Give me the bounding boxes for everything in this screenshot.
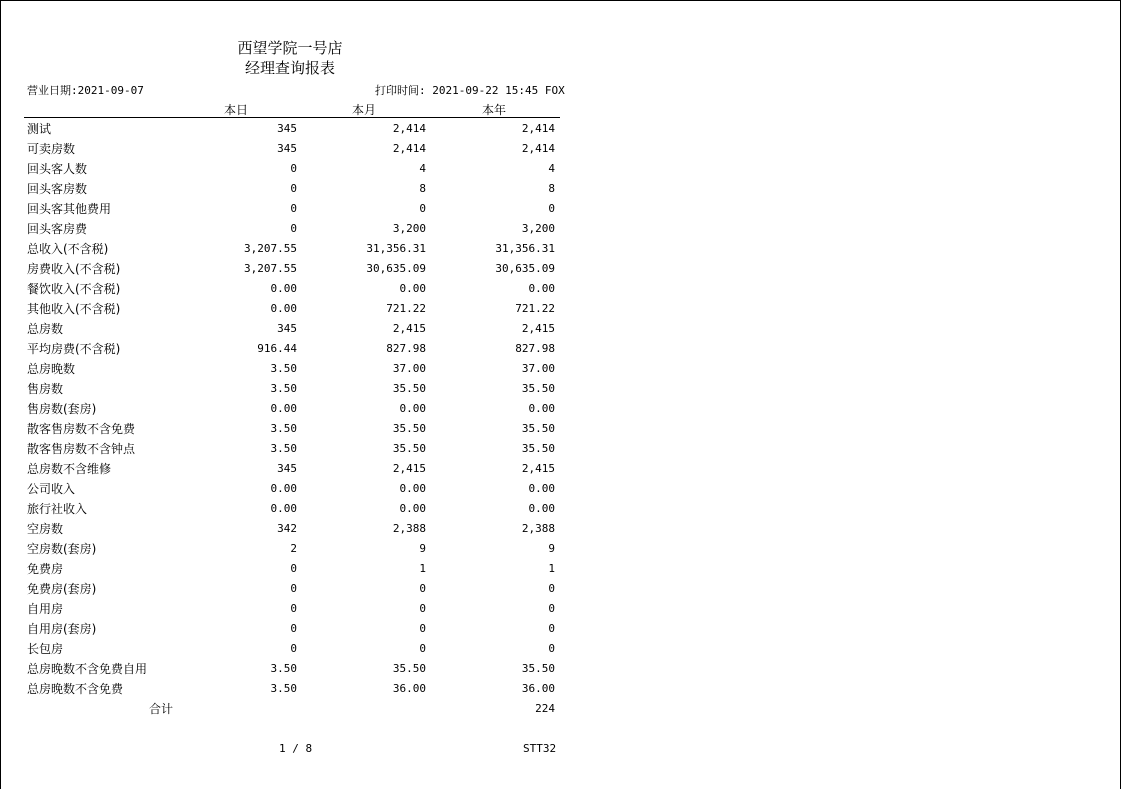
row-month-value: 31,356.31 xyxy=(366,242,426,255)
row-year-value: 35.50 xyxy=(521,662,555,675)
row-month-value: 37.00 xyxy=(392,362,426,375)
table-row xyxy=(24,159,560,179)
table-row xyxy=(24,319,560,339)
row-day-value: 3,207.55 xyxy=(244,262,297,275)
row-year-value: 30,635.09 xyxy=(495,262,555,275)
row-day-value: 345 xyxy=(277,142,297,155)
row-label: 测试 xyxy=(27,122,52,136)
table-row xyxy=(24,379,560,399)
row-day-value: 0 xyxy=(290,602,297,615)
report-table xyxy=(24,119,560,699)
row-year-value: 2,415 xyxy=(521,462,555,475)
row-label: 房费收入(不含税) xyxy=(27,262,121,276)
row-month-value: 8 xyxy=(419,182,426,195)
row-year-value: 0 xyxy=(548,602,555,615)
table-row xyxy=(24,599,560,619)
row-label: 回头客房数 xyxy=(27,182,88,196)
row-month-value: 0.00 xyxy=(399,502,426,515)
column-header-year: 本年 xyxy=(482,103,507,117)
row-day-value: 0.00 xyxy=(270,302,297,315)
table-row xyxy=(24,259,560,279)
row-label: 总房晚数 xyxy=(27,362,76,376)
table-row xyxy=(24,619,560,639)
row-year-value: 2,414 xyxy=(521,142,555,155)
row-month-value: 0.00 xyxy=(399,282,426,295)
print-time: 打印时间: 2021-09-22 15:45 FOX xyxy=(375,84,565,97)
row-label: 散客售房数不含免费 xyxy=(27,422,136,436)
row-label: 售房数(套房) xyxy=(27,402,97,416)
row-day-value: 3,207.55 xyxy=(244,242,297,255)
row-month-value: 30,635.09 xyxy=(366,262,426,275)
row-day-value: 0.00 xyxy=(270,482,297,495)
row-label: 总房晚数不含免费自用 xyxy=(27,662,148,676)
table-row xyxy=(24,419,560,439)
row-day-value: 345 xyxy=(277,462,297,475)
row-year-value: 8 xyxy=(548,182,555,195)
column-header-day: 本日 xyxy=(224,103,249,117)
row-label: 总房晚数不含免费 xyxy=(27,682,124,696)
row-day-value: 342 xyxy=(277,522,297,535)
row-label: 空房数(套房) xyxy=(27,542,97,556)
row-label: 回头客人数 xyxy=(27,162,88,176)
total-row xyxy=(24,699,560,719)
row-label: 长包房 xyxy=(27,642,64,656)
table-row xyxy=(24,279,560,299)
row-year-value: 3,200 xyxy=(521,222,555,235)
row-label: 总收入(不含税) xyxy=(27,242,109,256)
row-month-value: 1 xyxy=(419,562,426,575)
row-day-value: 916.44 xyxy=(257,342,297,355)
row-label: 其他收入(不含税) xyxy=(27,302,121,316)
table-row xyxy=(24,459,560,479)
row-month-value: 0 xyxy=(419,582,426,595)
row-year-value: 35.50 xyxy=(521,382,555,395)
row-year-value: 36.00 xyxy=(521,682,555,695)
table-row xyxy=(24,499,560,519)
row-month-value: 2,388 xyxy=(392,522,426,535)
row-label: 散客售房数不含钟点 xyxy=(27,442,136,456)
row-day-value: 0 xyxy=(290,562,297,575)
row-year-value: 0 xyxy=(548,582,555,595)
row-year-value: 2,415 xyxy=(521,322,555,335)
row-day-value: 0.00 xyxy=(270,402,297,415)
row-day-value: 0 xyxy=(290,622,297,635)
table-row xyxy=(24,479,560,499)
row-day-value: 0 xyxy=(290,202,297,215)
page-number: 1 / 8 xyxy=(279,742,313,755)
row-year-value: 4 xyxy=(548,162,555,175)
row-month-value: 36.00 xyxy=(392,682,426,695)
total-label: 合计 xyxy=(149,702,174,716)
row-label: 免费房(套房) xyxy=(27,582,97,596)
row-day-value: 345 xyxy=(277,322,297,335)
row-label: 自用房(套房) xyxy=(27,622,97,636)
row-month-value: 35.50 xyxy=(392,382,426,395)
table-row xyxy=(24,299,560,319)
row-year-value: 35.50 xyxy=(521,422,555,435)
row-label: 平均房费(不含税) xyxy=(27,342,121,356)
row-year-value: 2,388 xyxy=(521,522,555,535)
table-row xyxy=(24,199,560,219)
row-year-value: 0.00 xyxy=(528,282,555,295)
row-year-value: 2,414 xyxy=(521,122,555,135)
row-day-value: 3.50 xyxy=(270,442,297,455)
row-label: 自用房 xyxy=(27,602,64,616)
row-year-value: 0.00 xyxy=(528,502,555,515)
row-day-value: 3.50 xyxy=(270,362,297,375)
row-day-value: 0.00 xyxy=(270,282,297,295)
table-row xyxy=(24,339,560,359)
row-year-value: 827.98 xyxy=(515,342,555,355)
table-row xyxy=(24,139,560,159)
row-label: 空房数 xyxy=(27,522,64,536)
table-row xyxy=(24,639,560,659)
row-year-value: 0.00 xyxy=(528,482,555,495)
table-row xyxy=(24,239,560,259)
row-label: 可卖房数 xyxy=(27,142,76,156)
row-label: 总房数 xyxy=(27,322,64,336)
row-day-value: 0 xyxy=(290,582,297,595)
table-row xyxy=(24,659,560,679)
hotel-name: 西望学院一号店 xyxy=(237,39,343,57)
row-day-value: 3.50 xyxy=(270,382,297,395)
table-row xyxy=(24,679,560,699)
row-month-value: 0 xyxy=(419,602,426,615)
table-row xyxy=(24,559,560,579)
row-year-value: 31,356.31 xyxy=(495,242,555,255)
row-month-value: 0.00 xyxy=(399,402,426,415)
row-month-value: 35.50 xyxy=(392,422,426,435)
table-row xyxy=(24,359,560,379)
row-year-value: 721.22 xyxy=(515,302,555,315)
row-year-value: 37.00 xyxy=(521,362,555,375)
row-day-value: 2 xyxy=(290,542,297,555)
report-code: STT32 xyxy=(523,742,557,755)
row-day-value: 0 xyxy=(290,182,297,195)
row-month-value: 35.50 xyxy=(392,662,426,675)
row-day-value: 0.00 xyxy=(270,502,297,515)
table-row xyxy=(24,119,560,139)
table-row xyxy=(24,399,560,419)
row-month-value: 2,415 xyxy=(392,322,426,335)
row-year-value: 35.50 xyxy=(521,442,555,455)
row-month-value: 0 xyxy=(419,642,426,655)
row-year-value: 0.00 xyxy=(528,402,555,415)
column-header-month: 本月 xyxy=(352,103,377,117)
header-rule xyxy=(24,117,560,118)
row-year-value: 0 xyxy=(548,642,555,655)
table-row xyxy=(24,219,560,239)
row-month-value: 0 xyxy=(419,622,426,635)
row-month-value: 2,414 xyxy=(392,142,426,155)
total-value: 224 xyxy=(535,702,555,715)
row-day-value: 345 xyxy=(277,122,297,135)
row-day-value: 0 xyxy=(290,642,297,655)
row-day-value: 0 xyxy=(290,222,297,235)
row-year-value: 9 xyxy=(548,542,555,555)
row-day-value: 3.50 xyxy=(270,682,297,695)
table-row xyxy=(24,519,560,539)
row-month-value: 9 xyxy=(419,542,426,555)
row-label: 餐饮收入(不含税) xyxy=(27,282,121,296)
row-label: 公司收入 xyxy=(27,482,76,496)
row-label: 免费房 xyxy=(27,562,64,576)
table-row xyxy=(24,179,560,199)
row-label: 售房数 xyxy=(27,382,64,396)
row-month-value: 35.50 xyxy=(392,442,426,455)
report-header xyxy=(200,38,380,78)
row-year-value: 1 xyxy=(548,562,555,575)
row-label: 回头客其他费用 xyxy=(27,202,112,216)
report-title: 经理查询报表 xyxy=(244,59,335,77)
row-month-value: 721.22 xyxy=(386,302,426,315)
row-month-value: 2,415 xyxy=(392,462,426,475)
row-month-value: 4 xyxy=(419,162,426,175)
table-row xyxy=(24,439,560,459)
business-date: 营业日期:2021-09-07 xyxy=(27,84,144,97)
row-label: 旅行社收入 xyxy=(27,502,88,516)
row-month-value: 2,414 xyxy=(392,122,426,135)
row-year-value: 0 xyxy=(548,202,555,215)
row-month-value: 827.98 xyxy=(386,342,426,355)
row-month-value: 0.00 xyxy=(399,482,426,495)
row-day-value: 3.50 xyxy=(270,662,297,675)
table-row xyxy=(24,539,560,559)
row-day-value: 0 xyxy=(290,162,297,175)
row-month-value: 0 xyxy=(419,202,426,215)
row-label: 回头客房费 xyxy=(27,222,88,236)
row-month-value: 3,200 xyxy=(392,222,426,235)
row-day-value: 3.50 xyxy=(270,422,297,435)
row-year-value: 0 xyxy=(548,622,555,635)
row-label: 总房数不含维修 xyxy=(27,462,112,476)
table-row xyxy=(24,579,560,599)
